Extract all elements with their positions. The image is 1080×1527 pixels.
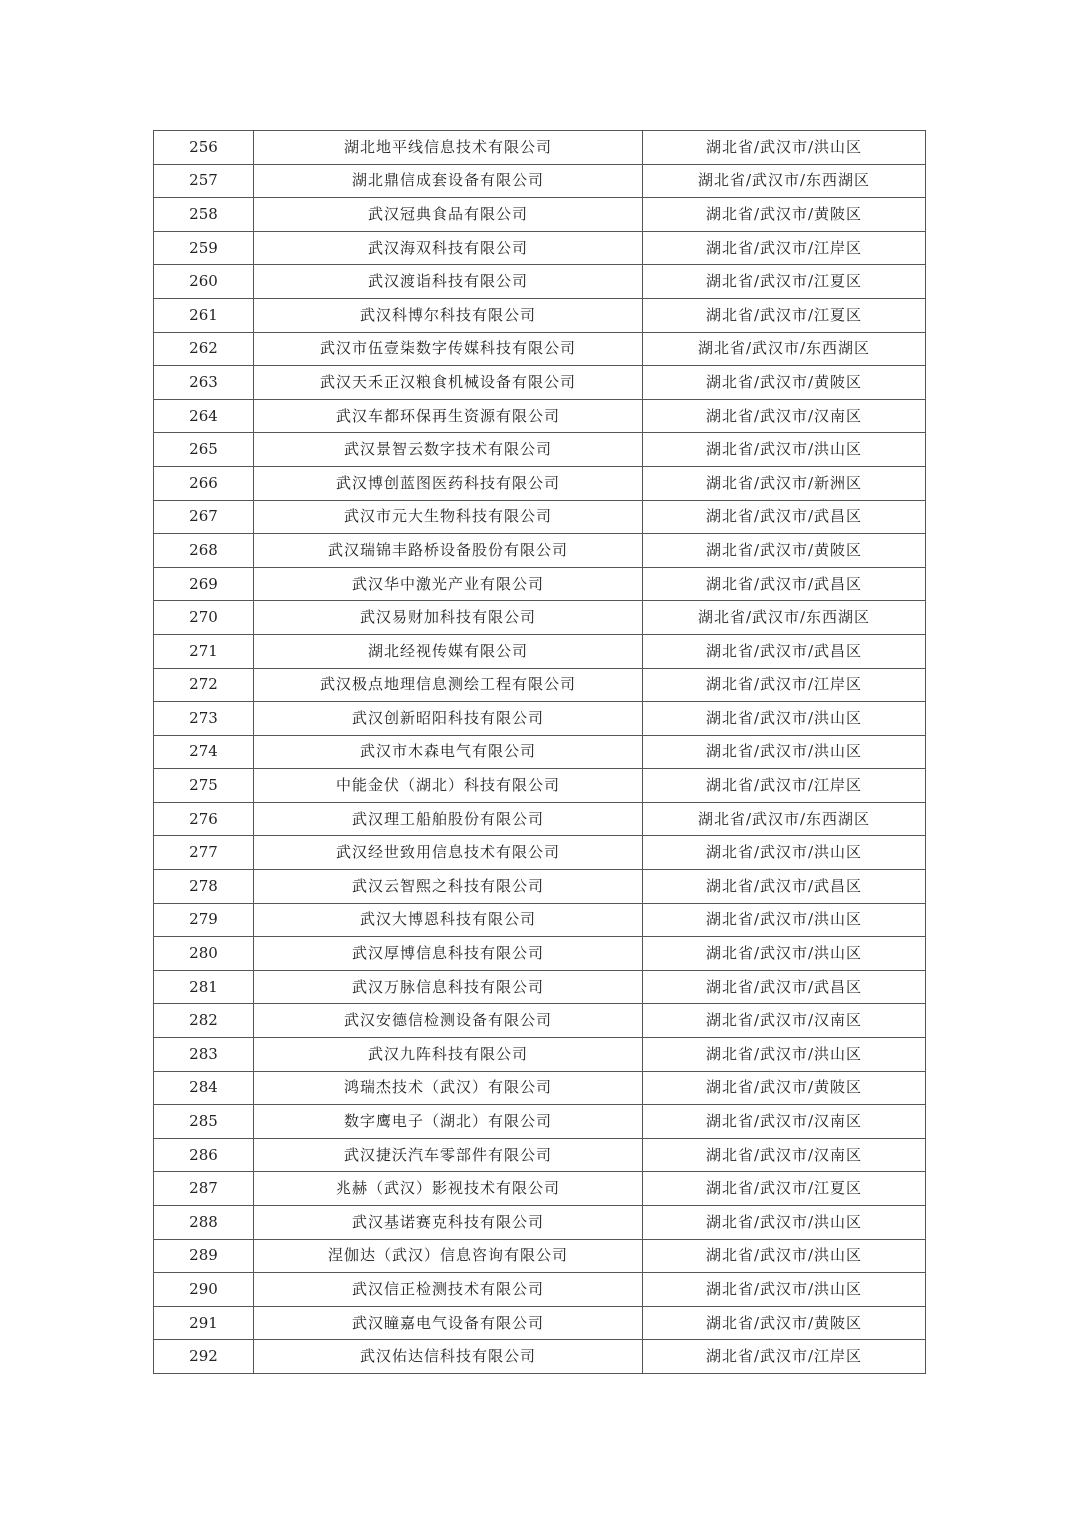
company-location: 湖北省/武汉市/洪山区: [643, 836, 926, 870]
company-name: 武汉市元大生物科技有限公司: [254, 500, 643, 534]
company-location: 湖北省/武汉市/洪山区: [643, 702, 926, 736]
table-row: [154, 433, 926, 467]
company-name: 数字鹰电子（湖北）有限公司: [254, 1105, 643, 1139]
row-number: 264: [154, 399, 254, 433]
row-number: 266: [154, 466, 254, 500]
company-name: 武汉渡诣科技有限公司: [254, 265, 643, 299]
company-location: 湖北省/武汉市/新洲区: [643, 466, 926, 500]
company-name: 武汉信正检测技术有限公司: [254, 1273, 643, 1307]
company-location: 湖北省/武汉市/江夏区: [643, 1172, 926, 1206]
table-row: [154, 1105, 926, 1139]
company-location: 湖北省/武汉市/洪山区: [643, 937, 926, 971]
row-number: 286: [154, 1138, 254, 1172]
company-name: 武汉博创蓝图医药科技有限公司: [254, 466, 643, 500]
row-number: 291: [154, 1306, 254, 1340]
table-row: [154, 164, 926, 198]
table-row: [154, 231, 926, 265]
company-name: 武汉创新昭阳科技有限公司: [254, 702, 643, 736]
row-number: 269: [154, 567, 254, 601]
table-row: [154, 500, 926, 534]
company-name: 武汉瑞锦丰路桥设备股份有限公司: [254, 534, 643, 568]
company-name: 武汉云智熙之科技有限公司: [254, 870, 643, 904]
table-row: [154, 399, 926, 433]
row-number: 256: [154, 131, 254, 165]
company-location: 湖北省/武汉市/汉南区: [643, 1105, 926, 1139]
row-number: 262: [154, 332, 254, 366]
table-row: [154, 1239, 926, 1273]
table-row: [154, 802, 926, 836]
company-location: 湖北省/武汉市/洪山区: [643, 1273, 926, 1307]
company-location: 湖北省/武汉市/汉南区: [643, 1004, 926, 1038]
table-row: [154, 366, 926, 400]
row-number: 276: [154, 802, 254, 836]
company-name: 武汉冠典食品有限公司: [254, 198, 643, 232]
row-number: 287: [154, 1172, 254, 1206]
row-number: 274: [154, 735, 254, 769]
company-location: 湖北省/武汉市/洪山区: [643, 1038, 926, 1072]
company-location: 湖北省/武汉市/武昌区: [643, 970, 926, 1004]
company-name: 湖北经视传媒有限公司: [254, 634, 643, 668]
table-row: [154, 332, 926, 366]
table-row: [154, 1206, 926, 1240]
table-row: [154, 970, 926, 1004]
company-location: 湖北省/武汉市/江岸区: [643, 769, 926, 803]
table-row: [154, 298, 926, 332]
table-row: [154, 668, 926, 702]
company-name: 武汉佑达信科技有限公司: [254, 1340, 643, 1374]
company-name: 涅伽达（武汉）信息咨询有限公司: [254, 1239, 643, 1273]
company-name: 兆赫（武汉）影视技术有限公司: [254, 1172, 643, 1206]
row-number: 272: [154, 668, 254, 702]
company-location: 湖北省/武汉市/黄陂区: [643, 534, 926, 568]
row-number: 289: [154, 1239, 254, 1273]
company-location: 湖北省/武汉市/黄陂区: [643, 1306, 926, 1340]
company-location: 湖北省/武汉市/江岸区: [643, 668, 926, 702]
table-row: [154, 903, 926, 937]
row-number: 270: [154, 601, 254, 635]
company-location: 湖北省/武汉市/东西湖区: [643, 802, 926, 836]
company-location: 湖北省/武汉市/江夏区: [643, 298, 926, 332]
table-row: [154, 634, 926, 668]
table-row: [154, 265, 926, 299]
table-row: [154, 870, 926, 904]
row-number: 265: [154, 433, 254, 467]
company-location: 湖北省/武汉市/黄陂区: [643, 366, 926, 400]
row-number: 278: [154, 870, 254, 904]
company-location: 湖北省/武汉市/江岸区: [643, 1340, 926, 1374]
company-name: 武汉极点地理信息测绘工程有限公司: [254, 668, 643, 702]
company-name: 武汉经世致用信息技术有限公司: [254, 836, 643, 870]
table-row: [154, 198, 926, 232]
company-location: 湖北省/武汉市/东西湖区: [643, 601, 926, 635]
company-name: 湖北地平线信息技术有限公司: [254, 131, 643, 165]
row-number: 273: [154, 702, 254, 736]
company-name: 武汉大博恩科技有限公司: [254, 903, 643, 937]
row-number: 258: [154, 198, 254, 232]
company-name: 武汉厚博信息科技有限公司: [254, 937, 643, 971]
company-location: 湖北省/武汉市/黄陂区: [643, 198, 926, 232]
row-number: 271: [154, 634, 254, 668]
row-number: 268: [154, 534, 254, 568]
company-location: 湖北省/武汉市/江夏区: [643, 265, 926, 299]
company-name: 武汉科博尔科技有限公司: [254, 298, 643, 332]
table-row: [154, 1138, 926, 1172]
company-name: 武汉景智云数字技术有限公司: [254, 433, 643, 467]
table-row: [154, 769, 926, 803]
company-name: 武汉九阵科技有限公司: [254, 1038, 643, 1072]
row-number: 275: [154, 769, 254, 803]
row-number: 280: [154, 937, 254, 971]
table-row: [154, 1273, 926, 1307]
company-location: 湖北省/武汉市/洪山区: [643, 433, 926, 467]
company-name: 武汉车都环保再生资源有限公司: [254, 399, 643, 433]
company-name: 武汉市木森电气有限公司: [254, 735, 643, 769]
company-location: 湖北省/武汉市/江岸区: [643, 231, 926, 265]
table-row: [154, 466, 926, 500]
row-number: 263: [154, 366, 254, 400]
row-number: 285: [154, 1105, 254, 1139]
company-name: 武汉万脉信息科技有限公司: [254, 970, 643, 1004]
company-location: 湖北省/武汉市/武昌区: [643, 500, 926, 534]
table-row: [154, 1071, 926, 1105]
company-location: 湖北省/武汉市/洪山区: [643, 903, 926, 937]
table-row: [154, 702, 926, 736]
table-row: [154, 601, 926, 635]
company-location: 湖北省/武汉市/武昌区: [643, 870, 926, 904]
company-location: 湖北省/武汉市/黄陂区: [643, 1071, 926, 1105]
company-name: 中能金伏（湖北）科技有限公司: [254, 769, 643, 803]
company-name: 武汉瞳嘉电气设备有限公司: [254, 1306, 643, 1340]
company-name: 湖北鼎信成套设备有限公司: [254, 164, 643, 198]
row-number: 257: [154, 164, 254, 198]
row-number: 282: [154, 1004, 254, 1038]
company-location: 湖北省/武汉市/洪山区: [643, 1206, 926, 1240]
table-row: [154, 534, 926, 568]
table-row: [154, 1038, 926, 1072]
company-name: 武汉理工船舶股份有限公司: [254, 802, 643, 836]
company-name: 武汉市伍壹柒数字传媒科技有限公司: [254, 332, 643, 366]
company-name: 武汉基诺赛克科技有限公司: [254, 1206, 643, 1240]
table-row: [154, 1172, 926, 1206]
company-location: 湖北省/武汉市/洪山区: [643, 1239, 926, 1273]
company-name: 武汉安德信检测设备有限公司: [254, 1004, 643, 1038]
company-name: 武汉易财加科技有限公司: [254, 601, 643, 635]
table-row: [154, 735, 926, 769]
company-name: 鸿瑞杰技术（武汉）有限公司: [254, 1071, 643, 1105]
row-number: 290: [154, 1273, 254, 1307]
row-number: 292: [154, 1340, 254, 1374]
company-name: 武汉天禾正汉粮食机械设备有限公司: [254, 366, 643, 400]
company-name: 武汉捷沃汽车零部件有限公司: [254, 1138, 643, 1172]
table-row: [154, 836, 926, 870]
row-number: 288: [154, 1206, 254, 1240]
row-number: 277: [154, 836, 254, 870]
company-name: 武汉海双科技有限公司: [254, 231, 643, 265]
company-location: 湖北省/武汉市/武昌区: [643, 634, 926, 668]
table-row: [154, 1340, 926, 1374]
company-table: [153, 130, 926, 1374]
company-location: 湖北省/武汉市/汉南区: [643, 1138, 926, 1172]
company-location: 湖北省/武汉市/东西湖区: [643, 164, 926, 198]
company-location: 湖北省/武汉市/武昌区: [643, 567, 926, 601]
company-location: 湖北省/武汉市/洪山区: [643, 131, 926, 165]
row-number: 261: [154, 298, 254, 332]
row-number: 284: [154, 1071, 254, 1105]
company-location: 湖北省/武汉市/洪山区: [643, 735, 926, 769]
row-number: 267: [154, 500, 254, 534]
row-number: 279: [154, 903, 254, 937]
company-name: 武汉华中激光产业有限公司: [254, 567, 643, 601]
table-body: [154, 131, 926, 1374]
table-row: [154, 937, 926, 971]
row-number: 281: [154, 970, 254, 1004]
table-row: [154, 131, 926, 165]
row-number: 260: [154, 265, 254, 299]
table-row: [154, 567, 926, 601]
company-location: 湖北省/武汉市/汉南区: [643, 399, 926, 433]
row-number: 259: [154, 231, 254, 265]
table-row: [154, 1306, 926, 1340]
table-row: [154, 1004, 926, 1038]
company-location: 湖北省/武汉市/东西湖区: [643, 332, 926, 366]
row-number: 283: [154, 1038, 254, 1072]
